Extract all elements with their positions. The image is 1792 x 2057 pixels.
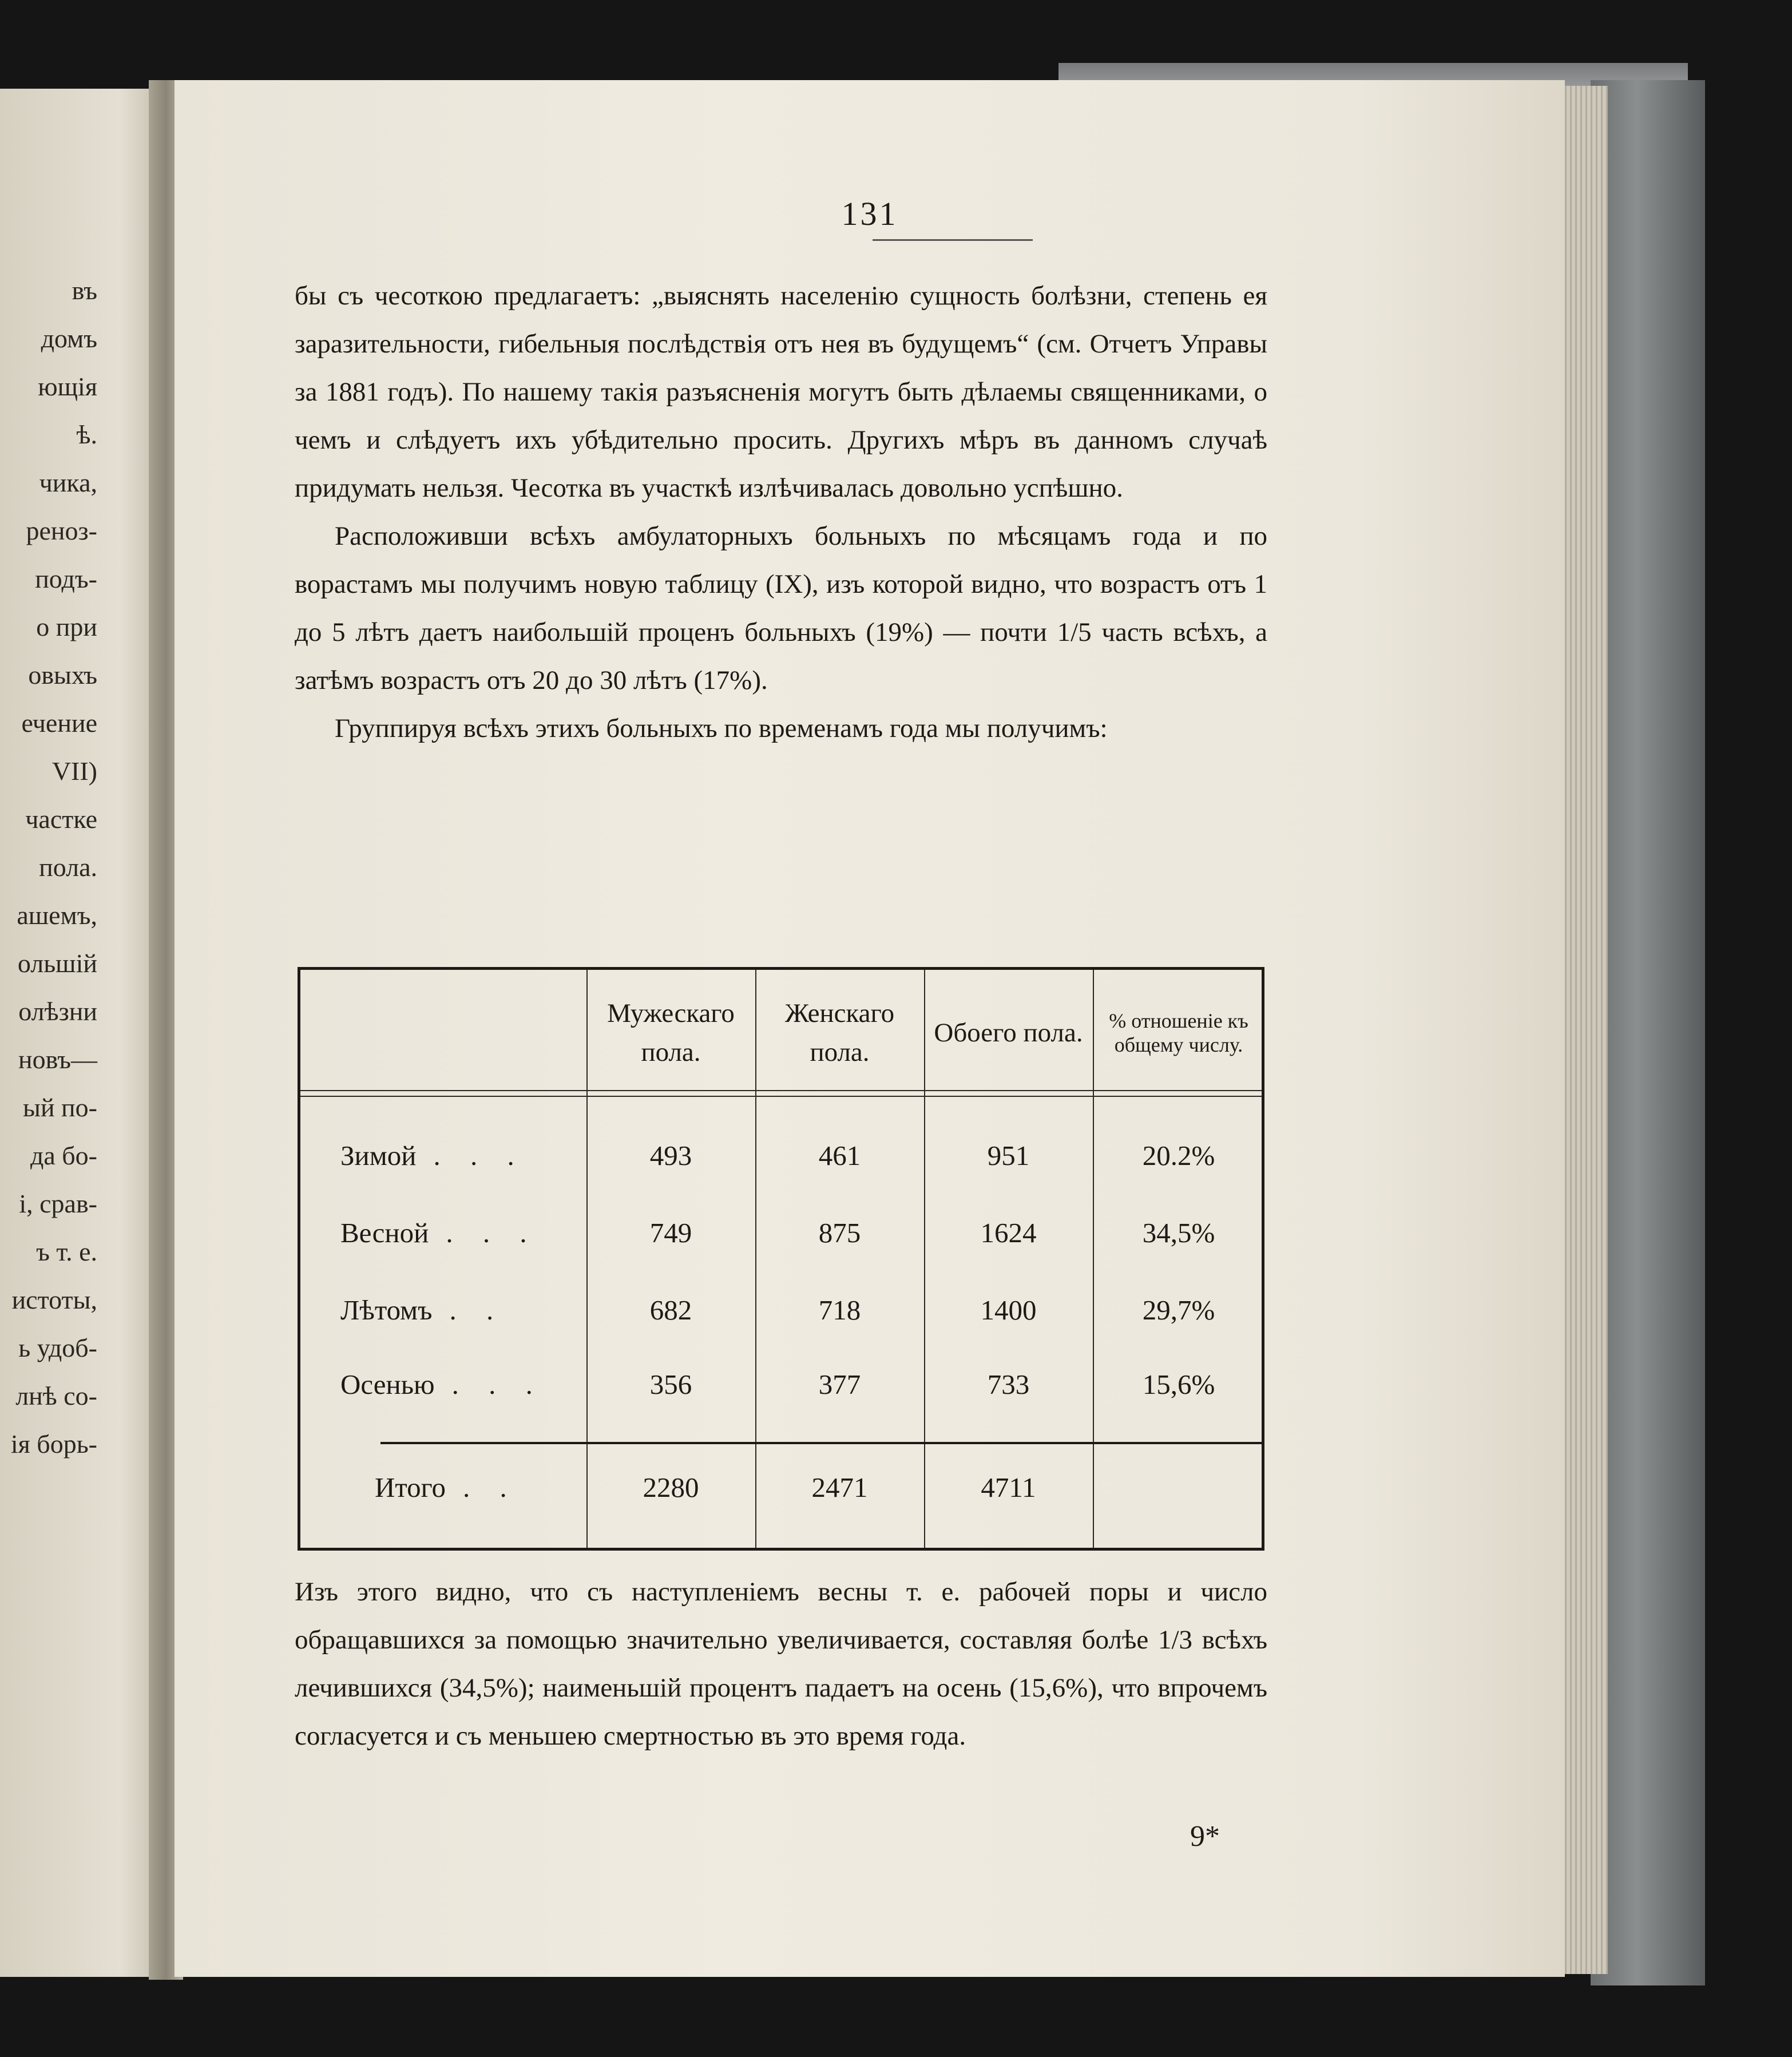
cell-percent: 29,7% bbox=[1142, 1294, 1215, 1326]
cell-both: 951 bbox=[987, 1140, 1030, 1171]
row-label bbox=[300, 1207, 586, 1259]
header-female: Женскаго пола. bbox=[784, 998, 895, 1067]
row-leader-dots: . . . bbox=[446, 1217, 538, 1249]
book-cover-edge bbox=[1591, 80, 1705, 1985]
left-page-line: реноз- bbox=[26, 516, 97, 545]
header-percent: % отношеніе къ общему числу. bbox=[1109, 1009, 1248, 1056]
left-page-line: о при bbox=[36, 612, 97, 641]
page-number-rule bbox=[873, 239, 1033, 241]
left-page-line: частке bbox=[25, 804, 97, 834]
row-label bbox=[300, 1359, 586, 1410]
left-page-line: і, срав- bbox=[19, 1189, 97, 1218]
paragraph-2: Расположивши всѣхъ амбулаторныхъ больныхъ по мѣсяцамъ года и по ворастамъ мы получимъ новую таблицу (IX), изъ которой видно, что возрастъ отъ 1 до 5 лѣтъ даетъ наибольшій проценъ больныхъ (19%) — почти 1/5 часть всѣхъ, а затѣмъ возрастъ отъ 20 до 30 лѣтъ (17%). bbox=[295, 521, 1267, 695]
cell-male: 749 bbox=[649, 1217, 692, 1249]
row-label-text: Весной bbox=[340, 1217, 429, 1249]
left-page-line: ющія bbox=[38, 372, 97, 401]
seasonal-table bbox=[298, 967, 1264, 1551]
left-page-line: подъ- bbox=[35, 564, 97, 593]
left-page-line: истоты, bbox=[11, 1285, 97, 1314]
row-leader-dots: . . . bbox=[451, 1369, 544, 1400]
cell-both: 1624 bbox=[980, 1217, 1037, 1249]
left-page-line: да бо- bbox=[30, 1141, 97, 1170]
cell-male: 493 bbox=[649, 1140, 692, 1171]
row-label bbox=[300, 1130, 586, 1182]
total-female: 2471 bbox=[811, 1472, 868, 1503]
left-page-line: VII) bbox=[51, 756, 97, 786]
cell-male: 356 bbox=[649, 1369, 692, 1400]
total-both: 4711 bbox=[981, 1472, 1036, 1503]
signature-mark: 9* bbox=[1190, 1820, 1220, 1853]
cell-percent: 34,5% bbox=[1142, 1217, 1215, 1249]
left-page-line: ый по- bbox=[23, 1093, 97, 1122]
paragraph-1: бы съ чесоткою предлагаетъ: „выяснять населенію сущность болѣзни, степень ея заразительности, гибельныя послѣдствія отъ нея въ будущемъ“ (см. Отчетъ Управы за 1881 годъ). По нашему такія разъясненія могутъ быть дѣлаемы священниками, о чемъ и слѣдуетъ ихъ убѣдительно просить. Другихъ мѣръ въ данномъ случаѣ придумать нельзя. Чесотка въ участкѣ излѣчивалась довольно успѣшно. bbox=[295, 281, 1267, 503]
row-label-text: Лѣтомъ bbox=[340, 1294, 433, 1326]
left-page-line: ъ т. е. bbox=[36, 1237, 97, 1266]
cell-female: 461 bbox=[818, 1140, 861, 1171]
paragraph-3: Группируя всѣхъ этихъ больныхъ по временамъ года мы получимъ: bbox=[335, 714, 1108, 743]
left-page-line: ія борь- bbox=[10, 1429, 97, 1458]
left-page-line: ечение bbox=[21, 708, 97, 738]
right-page bbox=[175, 80, 1565, 1977]
total-male: 2280 bbox=[643, 1472, 699, 1503]
row-label-text: Зимой bbox=[340, 1140, 417, 1171]
left-page-line: ашемъ, bbox=[17, 901, 97, 930]
total-label-text: Итого bbox=[375, 1472, 446, 1503]
row-label bbox=[300, 1285, 586, 1336]
row-leader-dots: . . . bbox=[433, 1140, 526, 1171]
left-page-line: въ bbox=[72, 276, 97, 305]
total-leader-dots: . . bbox=[463, 1472, 518, 1503]
cell-female: 875 bbox=[818, 1217, 861, 1249]
left-page-line: чика, bbox=[39, 468, 97, 497]
top-text-block bbox=[295, 272, 1267, 752]
left-page-fragment bbox=[0, 89, 172, 1977]
left-page-line: ь удоб- bbox=[18, 1333, 97, 1362]
cell-percent: 20.2% bbox=[1142, 1140, 1215, 1171]
total-label bbox=[300, 1462, 586, 1513]
left-page-line: ѣ. bbox=[76, 420, 97, 449]
left-page-line: овыхъ bbox=[28, 660, 97, 689]
bottom-text-block bbox=[295, 1568, 1267, 1760]
cell-female: 718 bbox=[818, 1294, 861, 1326]
left-page-line: ольшій bbox=[17, 949, 97, 978]
row-label-text: Осенью bbox=[340, 1369, 435, 1400]
cell-both: 1400 bbox=[980, 1294, 1037, 1326]
header-both: Обоего пола. bbox=[934, 1018, 1083, 1048]
header-male: Мужескаго пола. bbox=[607, 998, 735, 1067]
cell-both: 733 bbox=[987, 1369, 1030, 1400]
left-page-line: домъ bbox=[41, 324, 97, 353]
paragraph-4: Изъ этого видно, что съ наступленіемъ весны т. е. рабочей поры и число обращавшихся за помощью значительно увеличивается, составляя болѣе 1/3 всѣхъ лечившихся (34,5%); наименьшій процентъ падаетъ на осень (15,6%), что впрочемъ согласуется и съ меньшею смертностью въ это время года. bbox=[295, 1577, 1267, 1751]
cell-female: 377 bbox=[818, 1369, 861, 1400]
left-page-line: олѣзни bbox=[18, 997, 97, 1026]
page-number: 131 bbox=[841, 195, 898, 232]
row-leader-dots: . . bbox=[449, 1294, 505, 1326]
cell-male: 682 bbox=[649, 1294, 692, 1326]
cell-percent: 15,6% bbox=[1142, 1369, 1215, 1400]
left-page-line: новъ— bbox=[18, 1045, 97, 1074]
left-page-line: лнѣ со- bbox=[15, 1381, 97, 1410]
left-page-line: пола. bbox=[39, 853, 97, 882]
